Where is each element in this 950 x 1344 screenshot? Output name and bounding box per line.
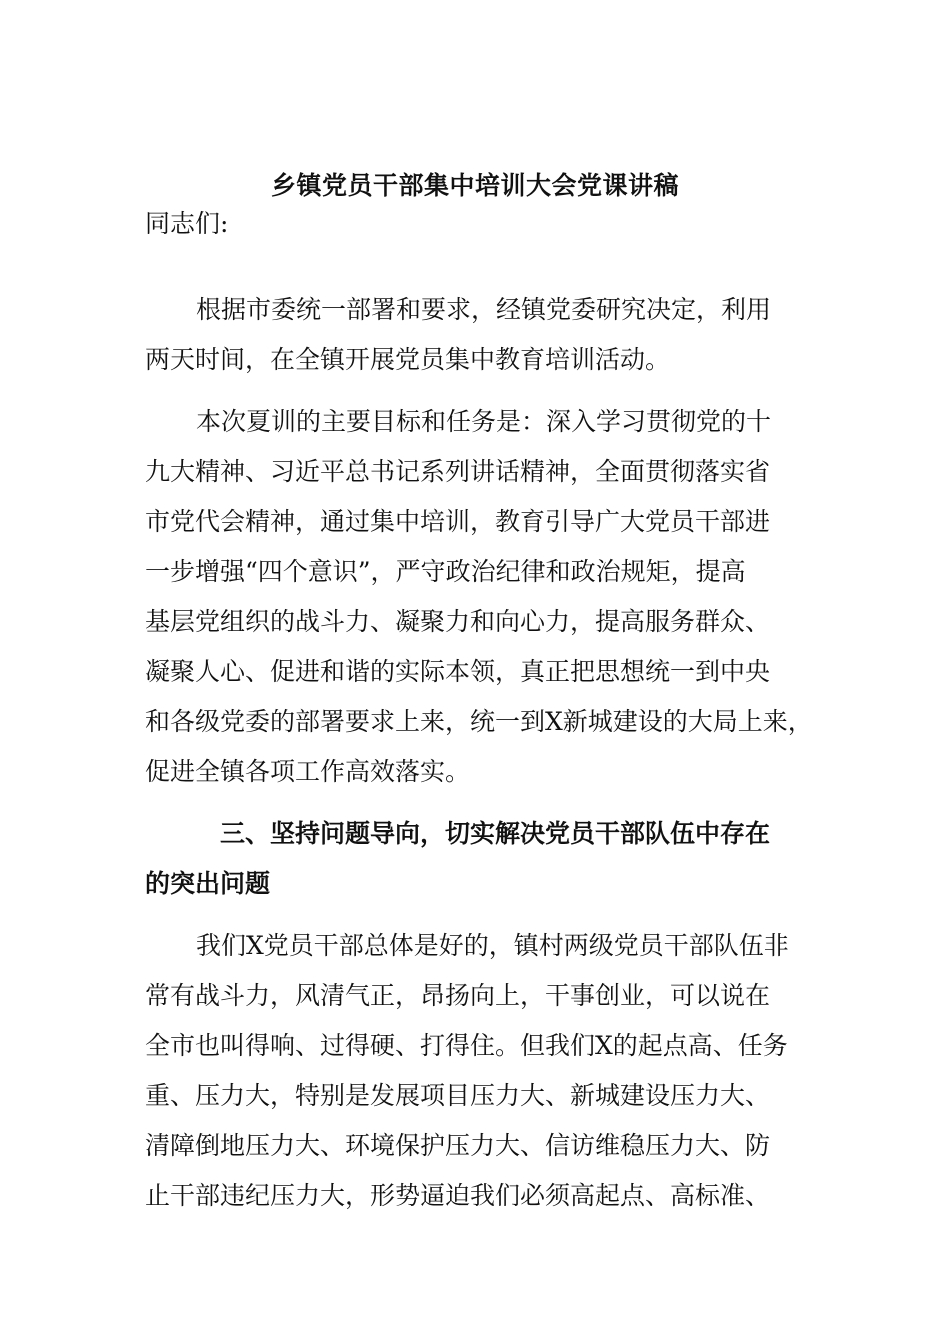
paragraph-2-line-1: 本次夏训的主要目标和任务是：深入学习贯彻党的十 — [196, 407, 772, 436]
paragraph-2-line-4: 一步增强“四个意识”，严守政治纪律和政治规矩，提高 — [145, 557, 746, 586]
paragraph-3-line-3: 全市也叫得响、过得硬、打得住。但我们X的起点高、任务 — [145, 1031, 788, 1060]
paragraph-1-line-1: 根据市委统一部署和要求，经镇党委研究决定，利用 — [196, 295, 772, 324]
paragraph-3-line-5: 清障倒地压力大、环境保护压力大、信访维稳压力大、防 — [145, 1131, 771, 1160]
paragraph-2-line-3: 市党代会精神，通过集中培训，教育引导广大党员干部进 — [145, 507, 771, 536]
section-heading-line-2: 的突出问题 — [145, 869, 271, 898]
paragraph-3-line-6: 止干部违纪压力大，形势逼迫我们必须高起点、高标准、 — [145, 1181, 771, 1210]
paragraph-3-line-1: 我们X党员干部总体是好的，镇村两级党员干部队伍非 — [196, 931, 789, 960]
paragraph-2-line-2: 九大精神、习近平总书记系列讲话精神，全面贯彻落实省 — [145, 457, 771, 486]
section-heading-line-1: 三、坚持问题导向，切实解决党员干部队伍中存在 — [220, 819, 771, 848]
paragraph-2-line-7: 和各级党委的部署要求上来，统一到X新城建设的大局上来， — [145, 707, 813, 736]
document-title: 乡镇党员干部集中培训大会党课讲稿 — [270, 171, 679, 200]
paragraph-2-line-6: 凝聚人心、促进和谐的实际本领，真正把思想统一到中央 — [145, 657, 771, 686]
salutation: 同志们: — [145, 209, 229, 238]
paragraph-2-line-8: 促进全镇各项工作高效落实。 — [145, 757, 471, 786]
paragraph-2-line-5: 基层党组织的战斗力、凝聚力和向心力，提高服务群众、 — [145, 607, 771, 636]
paragraph-3-line-4: 重、压力大，特别是发展项目压力大、新城建设压力大、 — [145, 1081, 771, 1110]
paragraph-1-line-2: 两天时间，在全镇开展党员集中教育培训活动。 — [145, 345, 671, 374]
paragraph-3-line-2: 常有战斗力，风清气正，昂扬向上，干事创业，可以说在 — [145, 981, 771, 1010]
